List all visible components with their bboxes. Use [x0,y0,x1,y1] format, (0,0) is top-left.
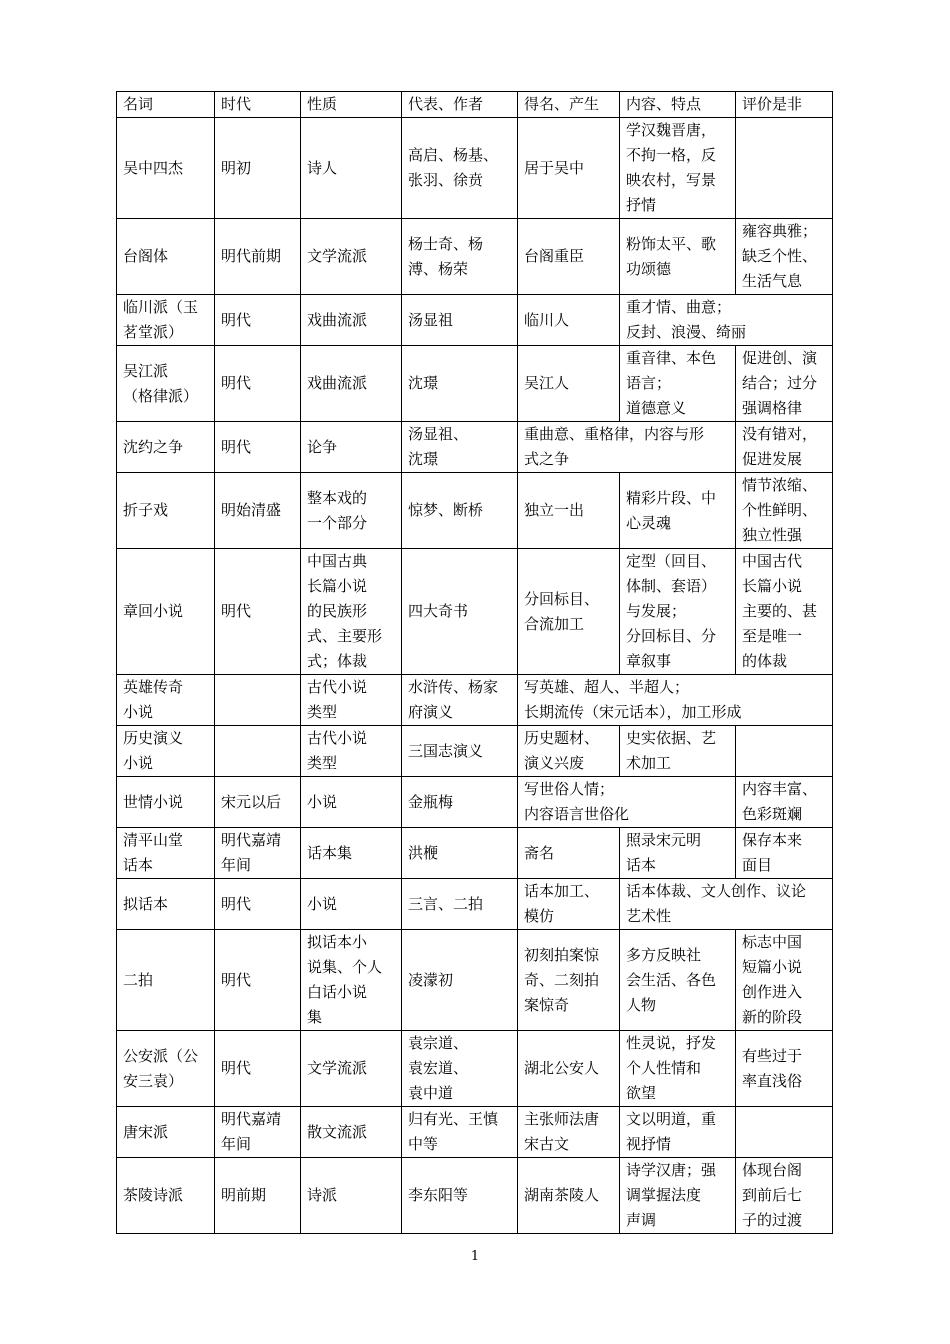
header-row [117,92,833,118]
table-cell: 有些过于 率直浅俗 [736,1031,833,1107]
table-cell: 三国志演义 [402,726,518,777]
table-row [117,295,833,346]
table-cell: 四大奇书 [402,549,518,675]
table-row [117,118,833,219]
table-cell: 李东阳等 [402,1158,518,1234]
table-cell [736,726,833,777]
table-cell: 公安派（公 安三袁） [117,1031,215,1107]
table-cell: 文以明道，重 视抒情 [620,1107,736,1158]
table-cell: 台阁体 [117,219,215,295]
table-cell: 古代小说 类型 [301,675,402,726]
table-cell: 临川派（玉 茗堂派） [117,295,215,346]
header-cell-content: 内容、特点 [620,92,736,118]
header-cell-evaluation: 评价是非 [736,92,833,118]
table-cell [215,675,301,726]
table-cell: 初刻拍案惊 奇、二刻拍 案惊奇 [518,930,620,1031]
table-cell: 水浒传、杨家 府演义 [402,675,518,726]
table-cell: 话本集 [301,828,402,879]
table-cell: 唐宋派 [117,1107,215,1158]
table-cell: 历史题材、 演义兴废 [518,726,620,777]
table-cell: 中国古代 长篇小说 主要的、甚 至是唯一 的体裁 [736,549,833,675]
table-cell: 汤显祖 [402,295,518,346]
table-row [117,879,833,930]
table-cell: 保存本来 面目 [736,828,833,879]
header-cell-term: 名词 [117,92,215,118]
table-cell: 拟话本 [117,879,215,930]
table-cell: 明代嘉靖 年间 [215,1107,301,1158]
table-cell: 促进创、演 结合；过分 强调格律 [736,346,833,422]
table-cell [736,1107,833,1158]
table-cell: 古代小说 类型 [301,726,402,777]
table-cell: 诗学汉唐；强 调掌握法度 声调 [620,1158,736,1234]
table-cell: 清平山堂 话本 [117,828,215,879]
table-cell: 多方反映社 会生活、各色 人物 [620,930,736,1031]
table-cell: 诗派 [301,1158,402,1234]
table-cell: 精彩片段、中 心灵魂 [620,473,736,549]
literature-terms-table [116,91,833,1234]
table-cell: 沈约之争 [117,422,215,473]
table-cell: 洪楩 [402,828,518,879]
table-cell: 照录宋元明 话本 [620,828,736,879]
table-cell: 吴江派 （格律派） [117,346,215,422]
table-cell-merged: 话本体裁、文人创作、议论 艺术性 [620,879,833,930]
table-cell: 茶陵诗派 [117,1158,215,1234]
table-cell: 性灵说，抒发 个人性情和 欲望 [620,1031,736,1107]
table-cell: 独立一出 [518,473,620,549]
page-number: 1 [470,1249,480,1264]
table-cell: 临川人 [518,295,620,346]
table-cell: 宋元以后 [215,777,301,828]
table-cell: 学汉魏晋唐， 不拘一格，反 映农村，写景 抒情 [620,118,736,219]
table-cell: 凌濛初 [402,930,518,1031]
table-cell: 高启、杨基、 张羽、徐贲 [402,118,518,219]
table-cell: 明代 [215,346,301,422]
table-cell: 明代嘉靖 年间 [215,828,301,879]
table-cell: 明始清盛 [215,473,301,549]
table-row [117,1031,833,1107]
table-cell: 情节浓缩、 个性鲜明、 独立性强 [736,473,833,549]
table-cell: 标志中国 短篇小说 创作进入 新的阶段 [736,930,833,1031]
table-cell: 章回小说 [117,549,215,675]
table-cell: 惊梦、断桥 [402,473,518,549]
table-cell: 台阁重臣 [518,219,620,295]
header-cell-era: 时代 [215,92,301,118]
table-cell: 粉饰太平、歌 功颂德 [620,219,736,295]
table-cell: 湖南茶陵人 [518,1158,620,1234]
table-cell: 历史演义 小说 [117,726,215,777]
table-cell: 散文流派 [301,1107,402,1158]
table-cell: 世情小说 [117,777,215,828]
header-cell-nature: 性质 [301,92,402,118]
header-cell-origin: 得名、产生 [518,92,620,118]
table-cell: 杨士奇、杨 溥、杨荣 [402,219,518,295]
table-cell: 吴江人 [518,346,620,422]
table-cell: 沈璟 [402,346,518,422]
table-row [117,1107,833,1158]
table-row [117,346,833,422]
table-cell: 袁宗道、 袁宏道、 袁中道 [402,1031,518,1107]
table-cell: 没有错对， 促进发展 [736,422,833,473]
table-cell [215,726,301,777]
table-cell: 归有光、王慎 中等 [402,1107,518,1158]
table-cell: 明代 [215,1031,301,1107]
table-cell: 主张师法唐 宋古文 [518,1107,620,1158]
table-row [117,219,833,295]
table-cell: 文学流派 [301,219,402,295]
table-cell: 三言、二拍 [402,879,518,930]
table-cell: 明代 [215,879,301,930]
table-row [117,473,833,549]
table-cell: 明前期 [215,1158,301,1234]
table-cell: 汤显祖、 沈璟 [402,422,518,473]
table-cell: 英雄传奇 小说 [117,675,215,726]
table-cell: 中国古典 长篇小说 的民族形 式、主要形 式；体裁 [301,549,402,675]
table-cell: 戏曲流派 [301,346,402,422]
table-cell: 吴中四杰 [117,118,215,219]
table-cell: 论争 [301,422,402,473]
table-row [117,828,833,879]
table-cell: 整本戏的 一个部分 [301,473,402,549]
table-row [117,930,833,1031]
table-row [117,422,833,473]
table-cell: 重音律、本色 语言； 道德意义 [620,346,736,422]
table-cell: 明代 [215,295,301,346]
table-cell-merged: 写世俗人情； 内容语言世俗化 [518,777,736,828]
table-cell: 居于吴中 [518,118,620,219]
table-row [117,777,833,828]
table-row [117,675,833,726]
table-cell: 明代 [215,930,301,1031]
table-row [117,726,833,777]
table-cell: 明初 [215,118,301,219]
table-cell: 折子戏 [117,473,215,549]
table-cell: 诗人 [301,118,402,219]
table-cell: 明代 [215,422,301,473]
table-cell: 分回标目、 合流加工 [518,549,620,675]
table-cell-merged: 重才情、曲意； 反封、浪漫、绮丽 [620,295,833,346]
table-row [117,1158,833,1234]
table-cell: 明代前期 [215,219,301,295]
table-cell: 体现台阁 到前后七 子的过渡 [736,1158,833,1234]
table-cell-merged: 重曲意、重格律，内容与形 式之争 [518,422,736,473]
table-cell: 内容丰富、 色彩斑斓 [736,777,833,828]
table-cell: 拟话本小 说集、个人 白话小说 集 [301,930,402,1031]
table-cell-merged: 写英雄、超人、半超人； 长期流传（宋元话本），加工形成 [518,675,833,726]
table-cell: 金瓶梅 [402,777,518,828]
table-cell: 小说 [301,777,402,828]
table-cell [736,118,833,219]
table-cell: 斋名 [518,828,620,879]
header-cell-representative: 代表、作者 [402,92,518,118]
table-cell: 文学流派 [301,1031,402,1107]
table-cell: 戏曲流派 [301,295,402,346]
table-cell: 话本加工、 模仿 [518,879,620,930]
table-cell: 史实依据、艺 术加工 [620,726,736,777]
table-cell: 湖北公安人 [518,1031,620,1107]
table-cell: 定型（回目、 体制、套语） 与发展； 分回标目、分 章叙事 [620,549,736,675]
table-cell: 小说 [301,879,402,930]
table-cell: 明代 [215,549,301,675]
table-cell: 二拍 [117,930,215,1031]
table-row [117,549,833,675]
table-cell: 雍容典雅； 缺乏个性、 生活气息 [736,219,833,295]
